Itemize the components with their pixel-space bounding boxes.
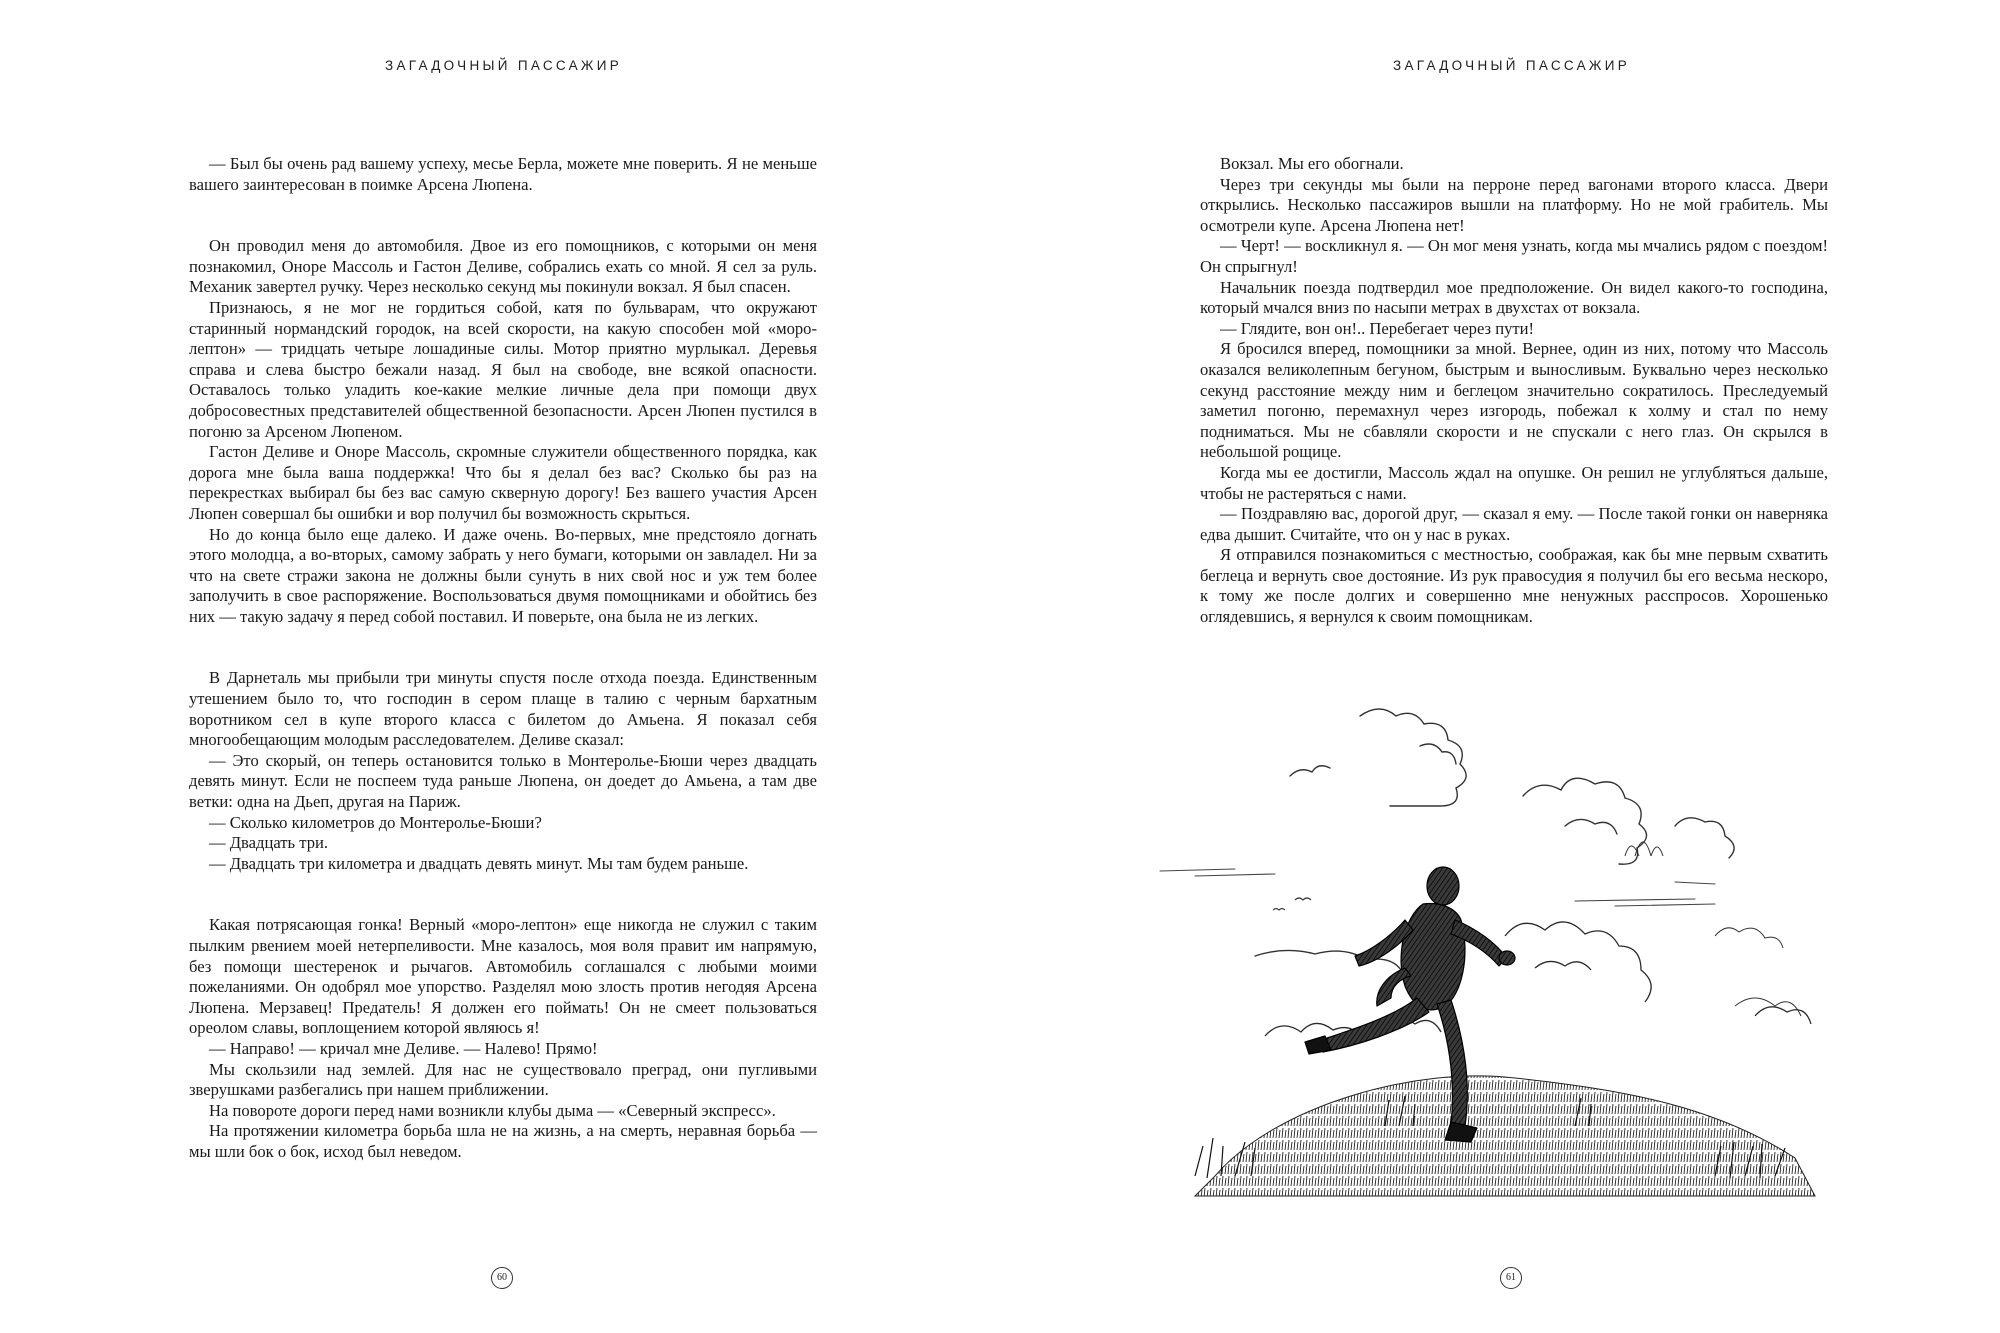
bushes	[1265, 922, 1811, 1040]
paragraph: Начальник поезда подтвердил мое предположение. Он видел какого-то господина, который мчался вниз по насыпи метрах в двухстах от вокзала.	[1200, 277, 1828, 318]
dialogue-line: — Поздравляю вас, дорогой друг, — сказал я ему. — После такой гонки он наверняка едва дышит. Считайте, что он у нас в руках.	[1200, 504, 1828, 544]
paragraph: Гастон Деливе и Оноре Массоль, скромные служители общественного порядка, как дорога мне была ваша поддержка! Что бы я делал без вас? Сколько бы раз на перекрестках выбирал бы без вас самую скверную дорогу! Без вашего участия Арсен Люпен совершал бы ошибки и вор получил бы возможность скрыться.	[189, 442, 817, 523]
body-text	[1200, 154, 1828, 628]
paragraph: Через три секунды мы были на перроне перед вагонами второго класса. Двери открылись. Несколько пассажиров вышли на платформу. Но не мой грабитель. Мы осмотрели купе. Арсена Люпена нет!	[1200, 174, 1828, 235]
section-break	[189, 874, 817, 915]
grass-mound	[1195, 1076, 1815, 1196]
dialogue-line: — Это скорый, он теперь остановится только в Монтеролье-Бюши через двадцать девять минут. Если не поспеем туда раньше Люпена, он доедет до Амьена, а там две ветки: одна на Дьеп, другая на Париж.	[189, 750, 817, 812]
page-number: 61	[1500, 1267, 1522, 1289]
dialogue-line: — Направо! — кричал мне Деливе. — Налево! Прямо!	[209, 1038, 598, 1058]
paragraph: — Был бы очень рад вашему успеху, месье Берла, можете мне поверить. Я не меньше вашего заинтересован в поимке Арсена Люпена.	[189, 154, 817, 194]
paragraph: На протяжении километра борьба шла не на жизнь, а на смерть, неравная борьба — мы шли бок о бок, исход был неведом.	[189, 1121, 817, 1161]
birds	[1273, 898, 1311, 910]
paragraph: Когда мы ее достигли, Массоль ждал на опушке. Он решил не углубляться дальше, чтобы не растеряться с нами.	[1200, 462, 1828, 503]
dialogue-line: — Глядите, вон он!.. Перебегает через пути!	[1220, 318, 1535, 338]
dialogue-line: — Двадцать три.	[209, 833, 329, 853]
running-head: ЗАГАДОЧНЫЙ ПАССАЖИР	[385, 58, 623, 73]
paragraph: Он проводил меня до автомобиля. Двое из его помощников, с которыми он меня познакомил, Оноре Массоль и Гастон Деливе, собрались ехать со мной. Я сел за руль. Механик завертел ручку. Через несколько секунд мы покинули вокзал. Я был спасен.	[189, 236, 817, 297]
paragraph: Но до конца было еще далеко. И даже очень. Во-первых, мне предстояло догнать этого молодца, а во-вторых, самому забрать у него бумаги, которыми он завладел. Ни за что на свете стражи закона не должны были сунуть в них свой нос и уж тем более заполучить в свое распоряжение. Воспользоваться двумя помощниками и обойтись без них — такую задачу я перед собой поставил. И поверьте, она была не из легких.	[189, 524, 817, 626]
paragraph: Я отправился познакомиться с местностью, соображая, как бы мне первым схватить беглеца и вернуть свое достояние. Из рук правосудия я получил бы его весьма нескоро, к тому же после долгих и совершенно мне ненужных расспросов. Хорошенько оглядевшись, я вернулся к своим помощникам.	[1200, 545, 1828, 627]
section-break	[189, 627, 817, 668]
paragraph: Признаюсь, я не мог не гордиться собой, катя по бульварам, что окружают старинный нормандский городок, на всей скорости, на какую способен мой «моро-лептон» — тридцать четыре лошадиные силы. Мотор приятно мурлыкал. Деревья справа и слева быстро бежали назад. Я был на свободе, вне всякой опасности. Оставалось только уладить кое-какие мелкие личные дела при помощи двух добросовестных представителей общественной безопасности. Арсен Люпен пустился в погоню за Арсеном Люпеном.	[189, 297, 817, 441]
dialogue-line: — Сколько километров до Монтеролье-Бюши?	[209, 812, 542, 832]
dialogue-line: — Черт! — воскликнул я. — Он мог меня узнать, когда мы мчались рядом с поездом! Он спрыгнул!	[1200, 236, 1828, 276]
paragraph: Мы скользили над землей. Для нас не существовало преград, они пугливыми зверушками разбегались при нашем приближении.	[189, 1059, 817, 1100]
running-man-illustration	[1155, 706, 1835, 1201]
dialogue-line: — Двадцать три километра и двадцать девять минут. Мы там будем раньше.	[209, 853, 749, 873]
paragraph: В Дарнеталь мы прибыли три минуты спустя после отхода поезда. Единственным утешением было то, что господин в сером плаще в талию с черным бархатным воротником сел в купе второго класса с билетом до Амьена. Я показал себя многообещающим молодым расследователем. Деливе сказал:	[189, 668, 817, 750]
page-number: 60	[491, 1267, 513, 1289]
paragraph: Я бросился вперед, помощники за мной. Вернее, один из них, потому что Массоль оказался великолепным бегуном, быстрым и выносливым. Буквально через несколько секунд расстояние между ним и беглецом значительно сократилось. Преследуемый заметил погоню, перемахнул через изгородь, побежал к холму и стал по нему подниматься. Мы не сбавляли скорости и не спускали с него глаз. Он скрылся в небольшой рощице.	[1200, 339, 1828, 462]
body-text	[189, 154, 817, 1163]
right-page	[1000, 0, 2000, 1333]
paragraph: Вокзал. Мы его обогнали.	[1220, 154, 1404, 173]
paragraph: На повороте дороги перед нами возникли клубы дыма — «Северный экспресс».	[209, 1100, 776, 1120]
running-head: ЗАГАДОЧНЫЙ ПАССАЖИР	[1393, 58, 1631, 73]
section-break	[189, 195, 817, 236]
paragraph: Какая потрясающая гонка! Верный «моро-лептон» еще никогда не служил с таким пылким рвением моей нетерпеливости. Мне казалось, моя воля правит им напрямую, без помощи шестеренок и рычагов. Автомобиль соглашался с любыми моими пожеланиями. Он одобрял мое упорство. Разделял мою злость против негодяя Арсена Люпена. Мерзавец! Предатель! Я должен его поймать! Он не смеет пользоваться ореолом славы, воплощением которой являюсь я!	[189, 915, 817, 1038]
